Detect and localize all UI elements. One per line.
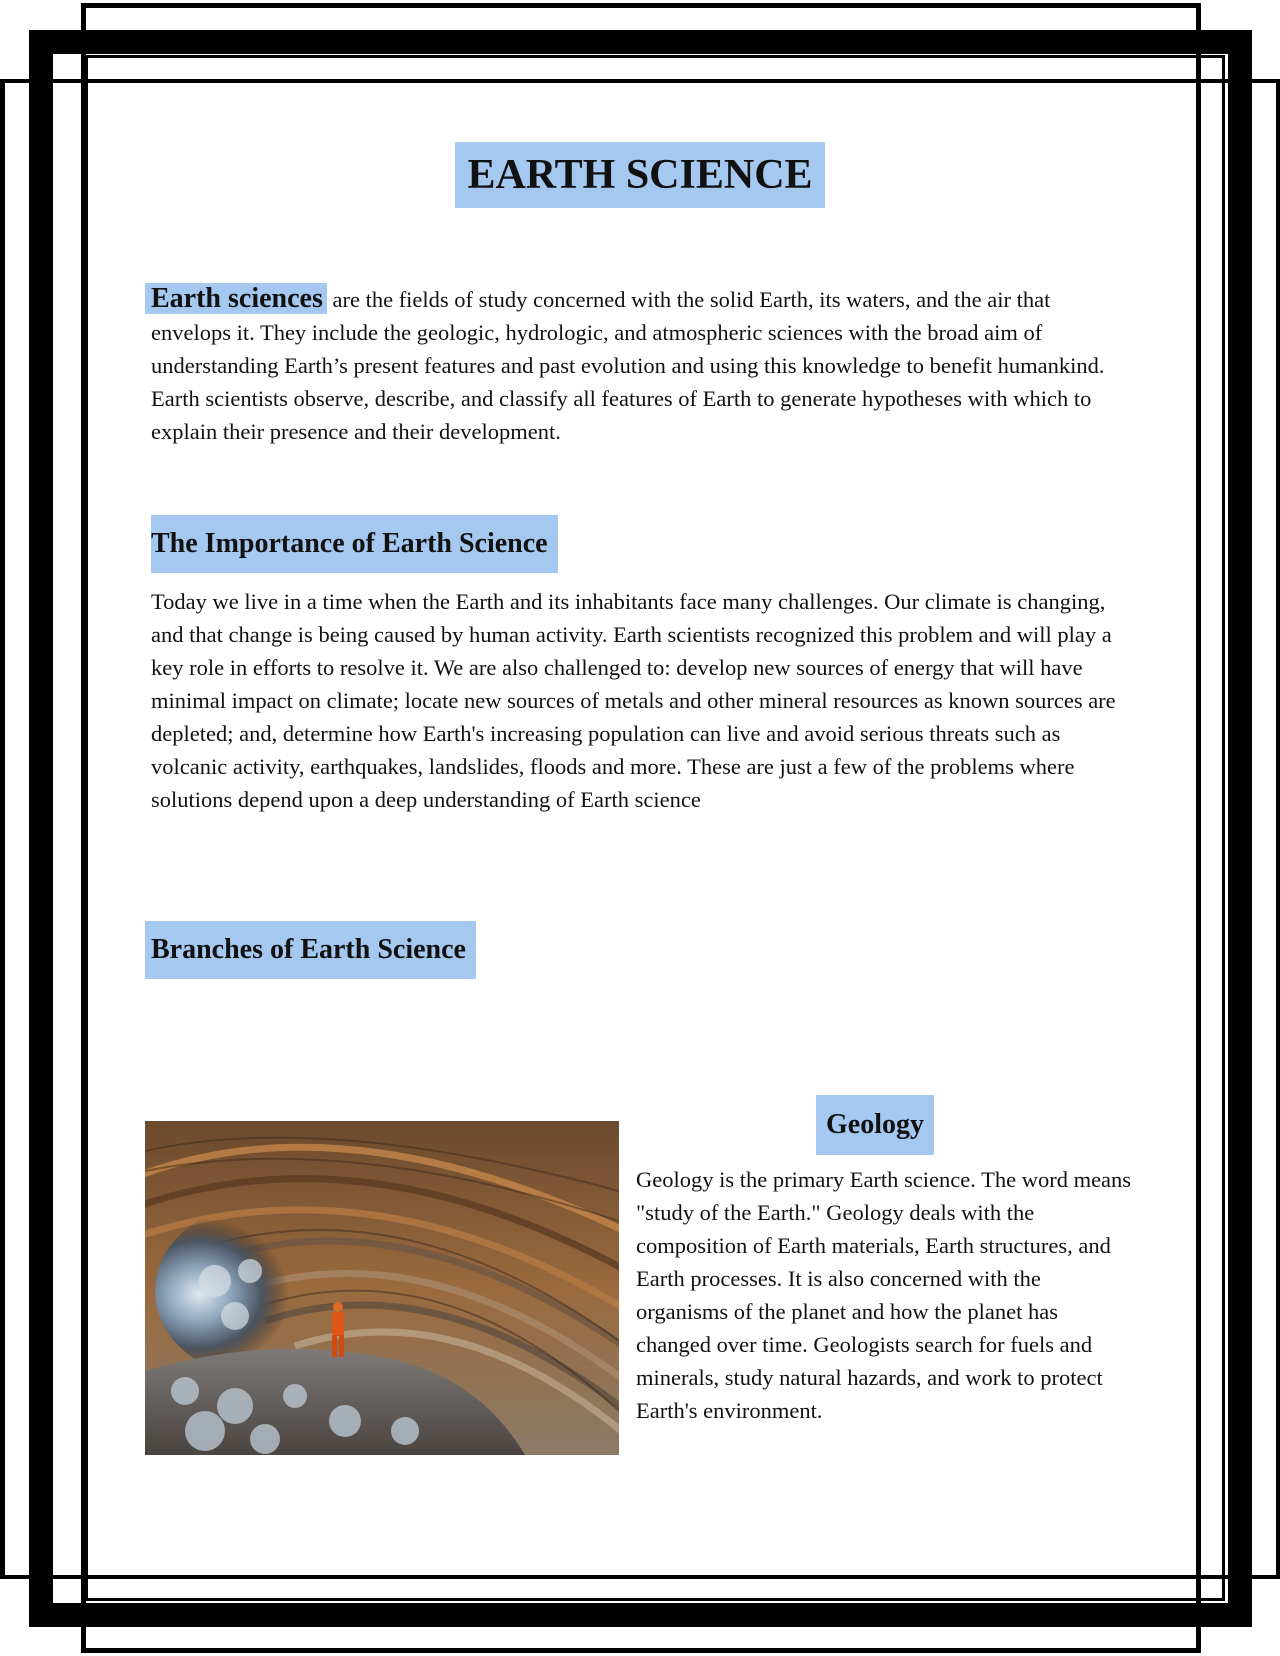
intro-paragraph xyxy=(151,282,1131,448)
document-title: EARTH SCIENCE xyxy=(455,142,825,208)
intro-text: are the fields of study concerned with the solid Earth, its waters, and the air that envelops it. They include the geologic, hydrologic, and atmospheric sciences with the broad aim of understanding Earth’s present features and past evolution and using this knowledge to benefit humankind. Earth scientists observe, describe, and classify all features of Earth to generate hypotheses with which to explain their presence and their development. xyxy=(151,287,1105,444)
importance-paragraph: Today we live in a time when the Earth and its inhabitants face many challenges. Our climate is changing, and that change is being caused by human activity. Earth scientists recognized this problem and will play a key role in efforts to resolve it. We are also challenged to: develop new sources of energy that will have minimal impact on climate; locate new sources of metals and other mineral resources as known sources are depleted; and, determine how Earth's increasing population can live and avoid serious threats such as volcanic activity, earthquakes, landslides, floods and more. These are just a few of the problems where solutions depend upon a deep understanding of Earth science xyxy=(151,589,1116,812)
geology-paragraph: Geology is the primary Earth science. The word means "study of the Earth." Geology deals with the composition of Earth materials, Earth structures, and Earth processes. It is also concerned with the organisms of the planet and how the planet has changed over time. Geologists search for fuels and minerals, study natural hazards, and work to protect Earth's environment. xyxy=(636,1167,1132,1423)
importance-heading: The Importance of Earth Science xyxy=(151,515,558,573)
lava-tube-cave-photo xyxy=(145,1121,619,1455)
intro-lead-term: Earth sciences xyxy=(145,283,327,314)
geology-heading: Geology xyxy=(816,1095,934,1155)
branches-heading: Branches of Earth Science xyxy=(145,921,476,979)
